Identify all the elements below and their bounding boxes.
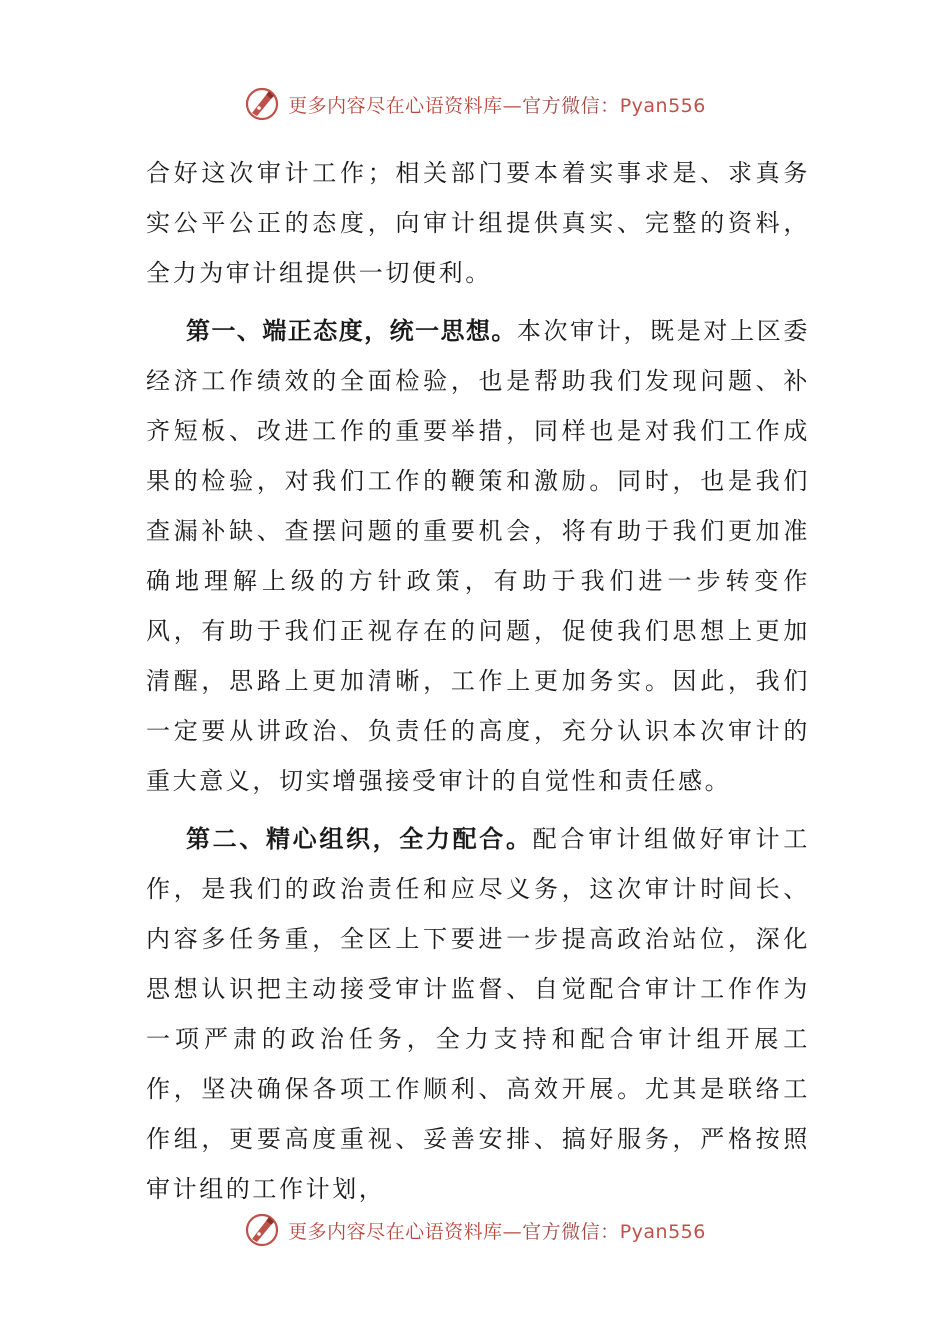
paragraph-first-point bbox=[146, 306, 810, 806]
pen-nib-logo-icon bbox=[244, 86, 280, 122]
paragraph-text: 本次审计，既是对上区委经济工作绩效的全面检验，也是帮助我们发现问题、补齐短板、改进工作的重要举措，同样也是对我们工作成果的检验，对我们工作的鞭策和激励。同时，也是我们查漏补缺、查摆问题的重要机会，将有助于我们更加准确地理解上级的方针政策，有助于我们进一步转变作风，有助于我们正视存在的问题，促使我们思想上更加清醒，思路上更加清晰，工作上更加务实。因此，我们一定要从讲政治、负责任的高度，充分认识本次审计的重大意义，切实增强接受审计的自觉性和责任感。 bbox=[146, 317, 810, 795]
paragraph-second-point bbox=[146, 814, 810, 1214]
paragraph-heading: 第二、精心组织，全力配合。 bbox=[186, 824, 533, 853]
paragraph-continuation: 合好这次审计工作；相关部门要本着实事求是、求真务实公平公正的态度，向审计组提供真实、完整的资料，全力为审计组提供一切便利。 bbox=[146, 159, 810, 287]
watermark-text: 更多内容尽在心语资料库—官方微信：Pyan556 bbox=[288, 94, 706, 117]
document-body bbox=[146, 148, 810, 1214]
paragraph-text: 配合审计组做好审计工作，是我们的政治责任和应尽义务，这次审计时间长、内容多任务重，全区上下要进一步提高政治站位，深化思想认识把主动接受审计监督、自觉配合审计工作作为一项严肃的政治任务，全力支持和配合审计组开展工作，坚决确保各项工作顺利、高效开展。尤其是联络工作组，更要高度重视、妥善安排、搞好服务，严格按照审计组的工作计划， bbox=[146, 825, 810, 1203]
pen-nib-logo-icon bbox=[244, 1212, 280, 1248]
watermark-text: 更多内容尽在心语资料库—官方微信：Pyan556 bbox=[288, 1220, 706, 1243]
header-watermark bbox=[0, 84, 950, 124]
footer-watermark bbox=[0, 1210, 950, 1250]
paragraph-heading: 第一、端正态度，统一思想。 bbox=[186, 316, 517, 345]
